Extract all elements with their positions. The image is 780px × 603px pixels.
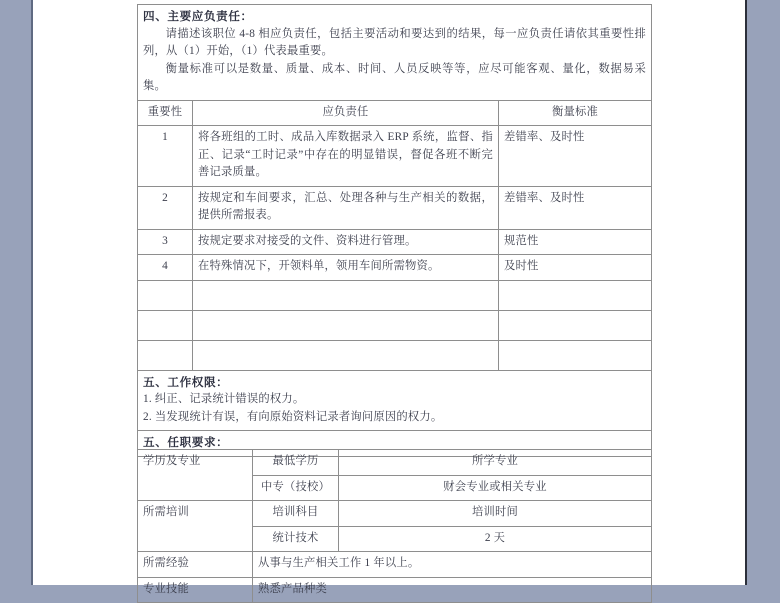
- section-five-requirements-heading: 五、任职要求：: [143, 436, 229, 449]
- subheader-minimum-education: 最低学历: [253, 450, 339, 476]
- table-row: [138, 229, 652, 255]
- cell-duty: 按规定和车间要求，汇总、处理各种与生产相关的数据，提供所需报表。: [193, 186, 499, 229]
- subheader-major: 所学专业: [339, 450, 652, 476]
- cell-duty: 在特殊情况下，开领料单，领用车间所需物资。: [193, 255, 499, 281]
- cell-measure: [499, 340, 652, 370]
- qualification-table: [137, 449, 652, 603]
- responsibilities-table: [137, 4, 652, 457]
- table-row: [138, 126, 652, 187]
- cell-duty: [193, 280, 499, 310]
- value-experience: 从事与生产相关工作 1 年以上。: [253, 552, 652, 578]
- cell-importance: 3: [138, 229, 193, 255]
- subheader-training-subject: 培训科目: [253, 501, 339, 527]
- section-four-intro-row: [138, 5, 652, 101]
- cell-duty: 按规定要求对接受的文件、资料进行管理。: [193, 229, 499, 255]
- cell-importance: 4: [138, 255, 193, 281]
- cell-duty: [193, 310, 499, 340]
- column-header-duty: 应负责任: [193, 100, 499, 126]
- section-four-paragraph-2: 衡量标准可以是数量、质量、成本、时间、人员反映等等，应尽可能客观、量化，数据易采集。: [143, 62, 647, 92]
- column-header-importance: 重要性: [138, 100, 193, 126]
- section-five-authority-row: [138, 370, 652, 431]
- table-row-empty: [138, 280, 652, 310]
- label-skills: 专业技能: [138, 577, 253, 603]
- cell-duty: [193, 340, 499, 370]
- section-four-intro-cell: [138, 5, 652, 101]
- table-row: [138, 186, 652, 229]
- skills-row: [138, 577, 652, 603]
- experience-row: [138, 552, 652, 578]
- cell-importance: [138, 280, 193, 310]
- cell-measure: 差错率、及时性: [499, 186, 652, 229]
- responsibilities-header-row: [138, 100, 652, 126]
- section-five-authority-heading: 五、工作权限：: [143, 375, 229, 389]
- table-row-empty: [138, 310, 652, 340]
- training-header-row: [138, 501, 652, 527]
- value-minimum-education: 中专（技校）: [253, 475, 339, 501]
- value-training-duration: 2 天: [339, 526, 652, 552]
- cell-importance: [138, 310, 193, 340]
- cell-measure: 及时性: [499, 255, 652, 281]
- label-training: 所需培训: [138, 501, 253, 552]
- cell-importance: [138, 340, 193, 370]
- cell-measure: [499, 280, 652, 310]
- label-education: 学历及专业: [138, 450, 253, 501]
- value-training-subject: 统计技术: [253, 526, 339, 552]
- education-header-row: [138, 450, 652, 476]
- cell-measure: 差错率、及时性: [499, 126, 652, 187]
- section-four-heading: 四、主要应负责任：: [143, 10, 253, 23]
- table-row: [138, 255, 652, 281]
- subheader-training-duration: 培训时间: [339, 501, 652, 527]
- authority-item-2: 2. 当发现统计有误，有向原始资料记录者询问原因的权力。: [143, 410, 443, 423]
- cell-measure: 规范性: [499, 229, 652, 255]
- label-experience: 所需经验: [138, 552, 253, 578]
- cell-importance: 1: [138, 126, 193, 187]
- cell-measure: [499, 310, 652, 340]
- value-skills: 熟悉产品种类: [253, 577, 652, 603]
- document-page: [33, 0, 745, 595]
- cell-importance: 2: [138, 186, 193, 229]
- section-five-authority-cell: [138, 370, 652, 431]
- value-major: 财会专业或相关专业: [339, 475, 652, 501]
- cell-duty: 将各班组的工时、成品入库数据录入 ERP 系统，监督、指正、记录“工时记录”中存在的明显错误，督促各班不断完善记录质量。: [193, 126, 499, 187]
- table-row-empty: [138, 340, 652, 370]
- column-header-measure: 衡量标准: [499, 100, 652, 126]
- page-edge-right: [745, 0, 747, 585]
- section-four-paragraph-1: 请描述该职位 4-8 相应负责任，包括主要活动和要达到的结果，每一应负责任请依其重要性排列，从（1）开始，（1）代表最重要。: [143, 27, 647, 57]
- authority-item-1: 1. 纠正、记录统计错误的权力。: [143, 393, 305, 405]
